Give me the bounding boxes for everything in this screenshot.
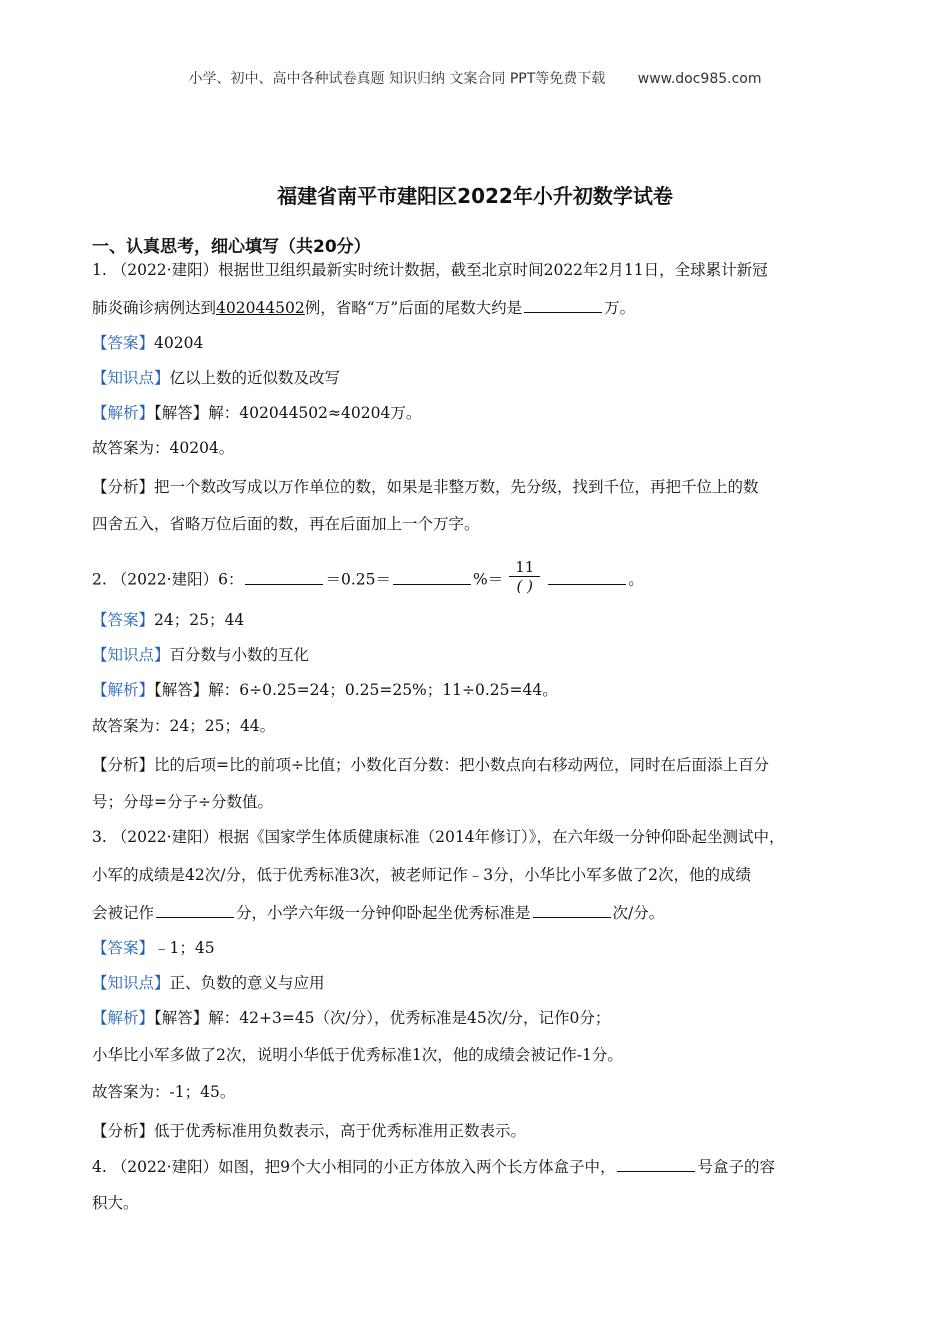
- q1-answer-value: 40204: [154, 334, 204, 352]
- q1-line-2: [92, 297, 635, 318]
- q3-knowledge-value: 正、负数的意义与应用: [169, 974, 325, 992]
- q3-result: 故答案为：-1；45。: [92, 1083, 236, 1101]
- analysis-tag: 【解析】: [92, 681, 155, 699]
- q1-knowledge-value: 亿以上数的近似数及改写: [169, 369, 341, 387]
- q3-answer: [92, 938, 215, 958]
- q1-blank: [524, 297, 602, 313]
- q2-blank-2: [393, 569, 471, 585]
- q2-text-a: 2. （2022·建阳）6：: [92, 570, 244, 589]
- q1-fenxi-1: 【分析】把一个数改写成以万作单位的数，如果是非整万数，先分级，找到千位，再把千位上的数: [92, 478, 759, 496]
- knowledge-tag: 【知识点】: [92, 974, 170, 992]
- q1-line-1: 1. （2022·建阳）根据世卫组织最新实时统计数据，截至北京时间2022年2月11日，全球累计新冠: [92, 261, 768, 279]
- q2-analysis: [92, 680, 558, 700]
- q1-text-b: 例，省略“万”后面的尾数大约是: [304, 299, 523, 317]
- q2-result: 故答案为：24；25；44。: [92, 717, 276, 735]
- analysis-tag: 【解析】: [92, 1009, 155, 1027]
- analysis-tag: 【解析】: [92, 404, 155, 422]
- q2-fraction-denominator: ( ): [516, 577, 533, 595]
- q2-text-d: 。: [628, 570, 644, 589]
- answer-tag: 【答案】: [92, 334, 155, 352]
- q3-line-3: [92, 902, 664, 923]
- answer-tag: 【答案】: [92, 611, 155, 629]
- q1-analysis: [92, 403, 421, 423]
- q3-text-b: 分，小学六年级一分钟仰卧起坐优秀标准是: [236, 904, 531, 922]
- knowledge-tag: 【知识点】: [92, 369, 170, 387]
- q1-fenxi-2: 四舍五入，省略万位后面的数，再在后面加上一个万字。: [92, 515, 480, 533]
- page-header: [0, 68, 950, 88]
- q1-knowledge: [92, 368, 340, 388]
- section-heading: 一、认真思考，细心填写（共20分）: [92, 237, 371, 257]
- q3-fenxi-1: 【分析】低于优秀标准用负数表示，高于优秀标准用正数表示。: [92, 1122, 527, 1140]
- q3-blank-2: [533, 902, 611, 918]
- q1-result: 故答案为：40204。: [92, 439, 235, 457]
- q3-line-1: 3. （2022·建阳）根据《国家学生体质健康标准（2014年修订）》，在六年级一分钟仰卧起坐测试中，: [92, 828, 785, 846]
- q2-line-1: [92, 558, 644, 599]
- q2-answer: [92, 610, 244, 630]
- q4-text-b: 号盒子的容: [697, 1158, 775, 1176]
- q1-text-c: 万。: [604, 299, 636, 317]
- q3-text-c: 次/分。: [612, 904, 665, 922]
- q3-analysis-value: 【解答】解：42+3=45（次/分），优秀标准是45次/分，记作0分；: [154, 1009, 611, 1027]
- q2-answer-value: 24；25；44: [154, 611, 245, 629]
- q3-knowledge: [92, 973, 325, 993]
- q4-line-1: [92, 1156, 775, 1177]
- q2-blank-1: [245, 569, 323, 585]
- answer-tag: 【答案】: [92, 939, 155, 957]
- q2-fraction: [509, 558, 540, 595]
- q4-text-a: 4. （2022·建阳）如图，把9个大小相同的小正方体放入两个长方体盒子中，: [92, 1158, 616, 1176]
- q3-analysis: [92, 1008, 610, 1028]
- q3-blank-1: [156, 902, 234, 918]
- q2-fenxi-2: 号；分母=分子÷分数值。: [92, 793, 273, 811]
- q1-number: 402044502: [216, 299, 305, 317]
- header-site[interactable]: www.doc985.com: [637, 71, 762, 87]
- q2-text-c: %＝: [472, 570, 504, 589]
- q4-blank: [617, 1156, 695, 1172]
- header-text: 小学、初中、高中各种试卷真题 知识归纳 文案合同 PPT等免费下载: [188, 71, 606, 87]
- q2-fenxi-1: 【分析】比的后项=比的前项÷比值；小数化百分数：把小数点向右移动两位，同时在后面添上百分: [92, 756, 769, 774]
- q3-answer-value: ﹣1；45: [154, 939, 215, 957]
- q1-text-a: 肺炎确诊病例达到: [92, 299, 217, 317]
- q3-text-a: 会被记作: [92, 904, 155, 922]
- q3-line-2: 小军的成绩是42次/分，低于优秀标准3次，被老师记作﹣3分，小华比小军多做了2次，他的成绩: [92, 866, 752, 884]
- knowledge-tag: 【知识点】: [92, 646, 170, 664]
- q4-line-2: 积大。: [92, 1194, 139, 1212]
- q2-fraction-numerator: 11: [509, 558, 540, 577]
- q2-blank-3: [548, 569, 626, 585]
- q3-analysis-2: 小华比小军多做了2次，说明小华低于优秀标准1次，他的成绩会被记作-1分。: [92, 1046, 623, 1064]
- q2-knowledge: [92, 645, 309, 665]
- q2-knowledge-value: 百分数与小数的互化: [169, 646, 310, 664]
- q1-answer: [92, 333, 203, 353]
- q1-analysis-value: 【解答】解：402044502≈40204万。: [154, 404, 422, 422]
- q2-analysis-value: 【解答】解：6÷0.25=24；0.25=25%；11÷0.25=44。: [154, 681, 558, 699]
- page-title: 福建省南平市建阳区2022年小升初数学试卷: [277, 184, 673, 208]
- q2-text-b: ＝0.25＝: [325, 570, 391, 589]
